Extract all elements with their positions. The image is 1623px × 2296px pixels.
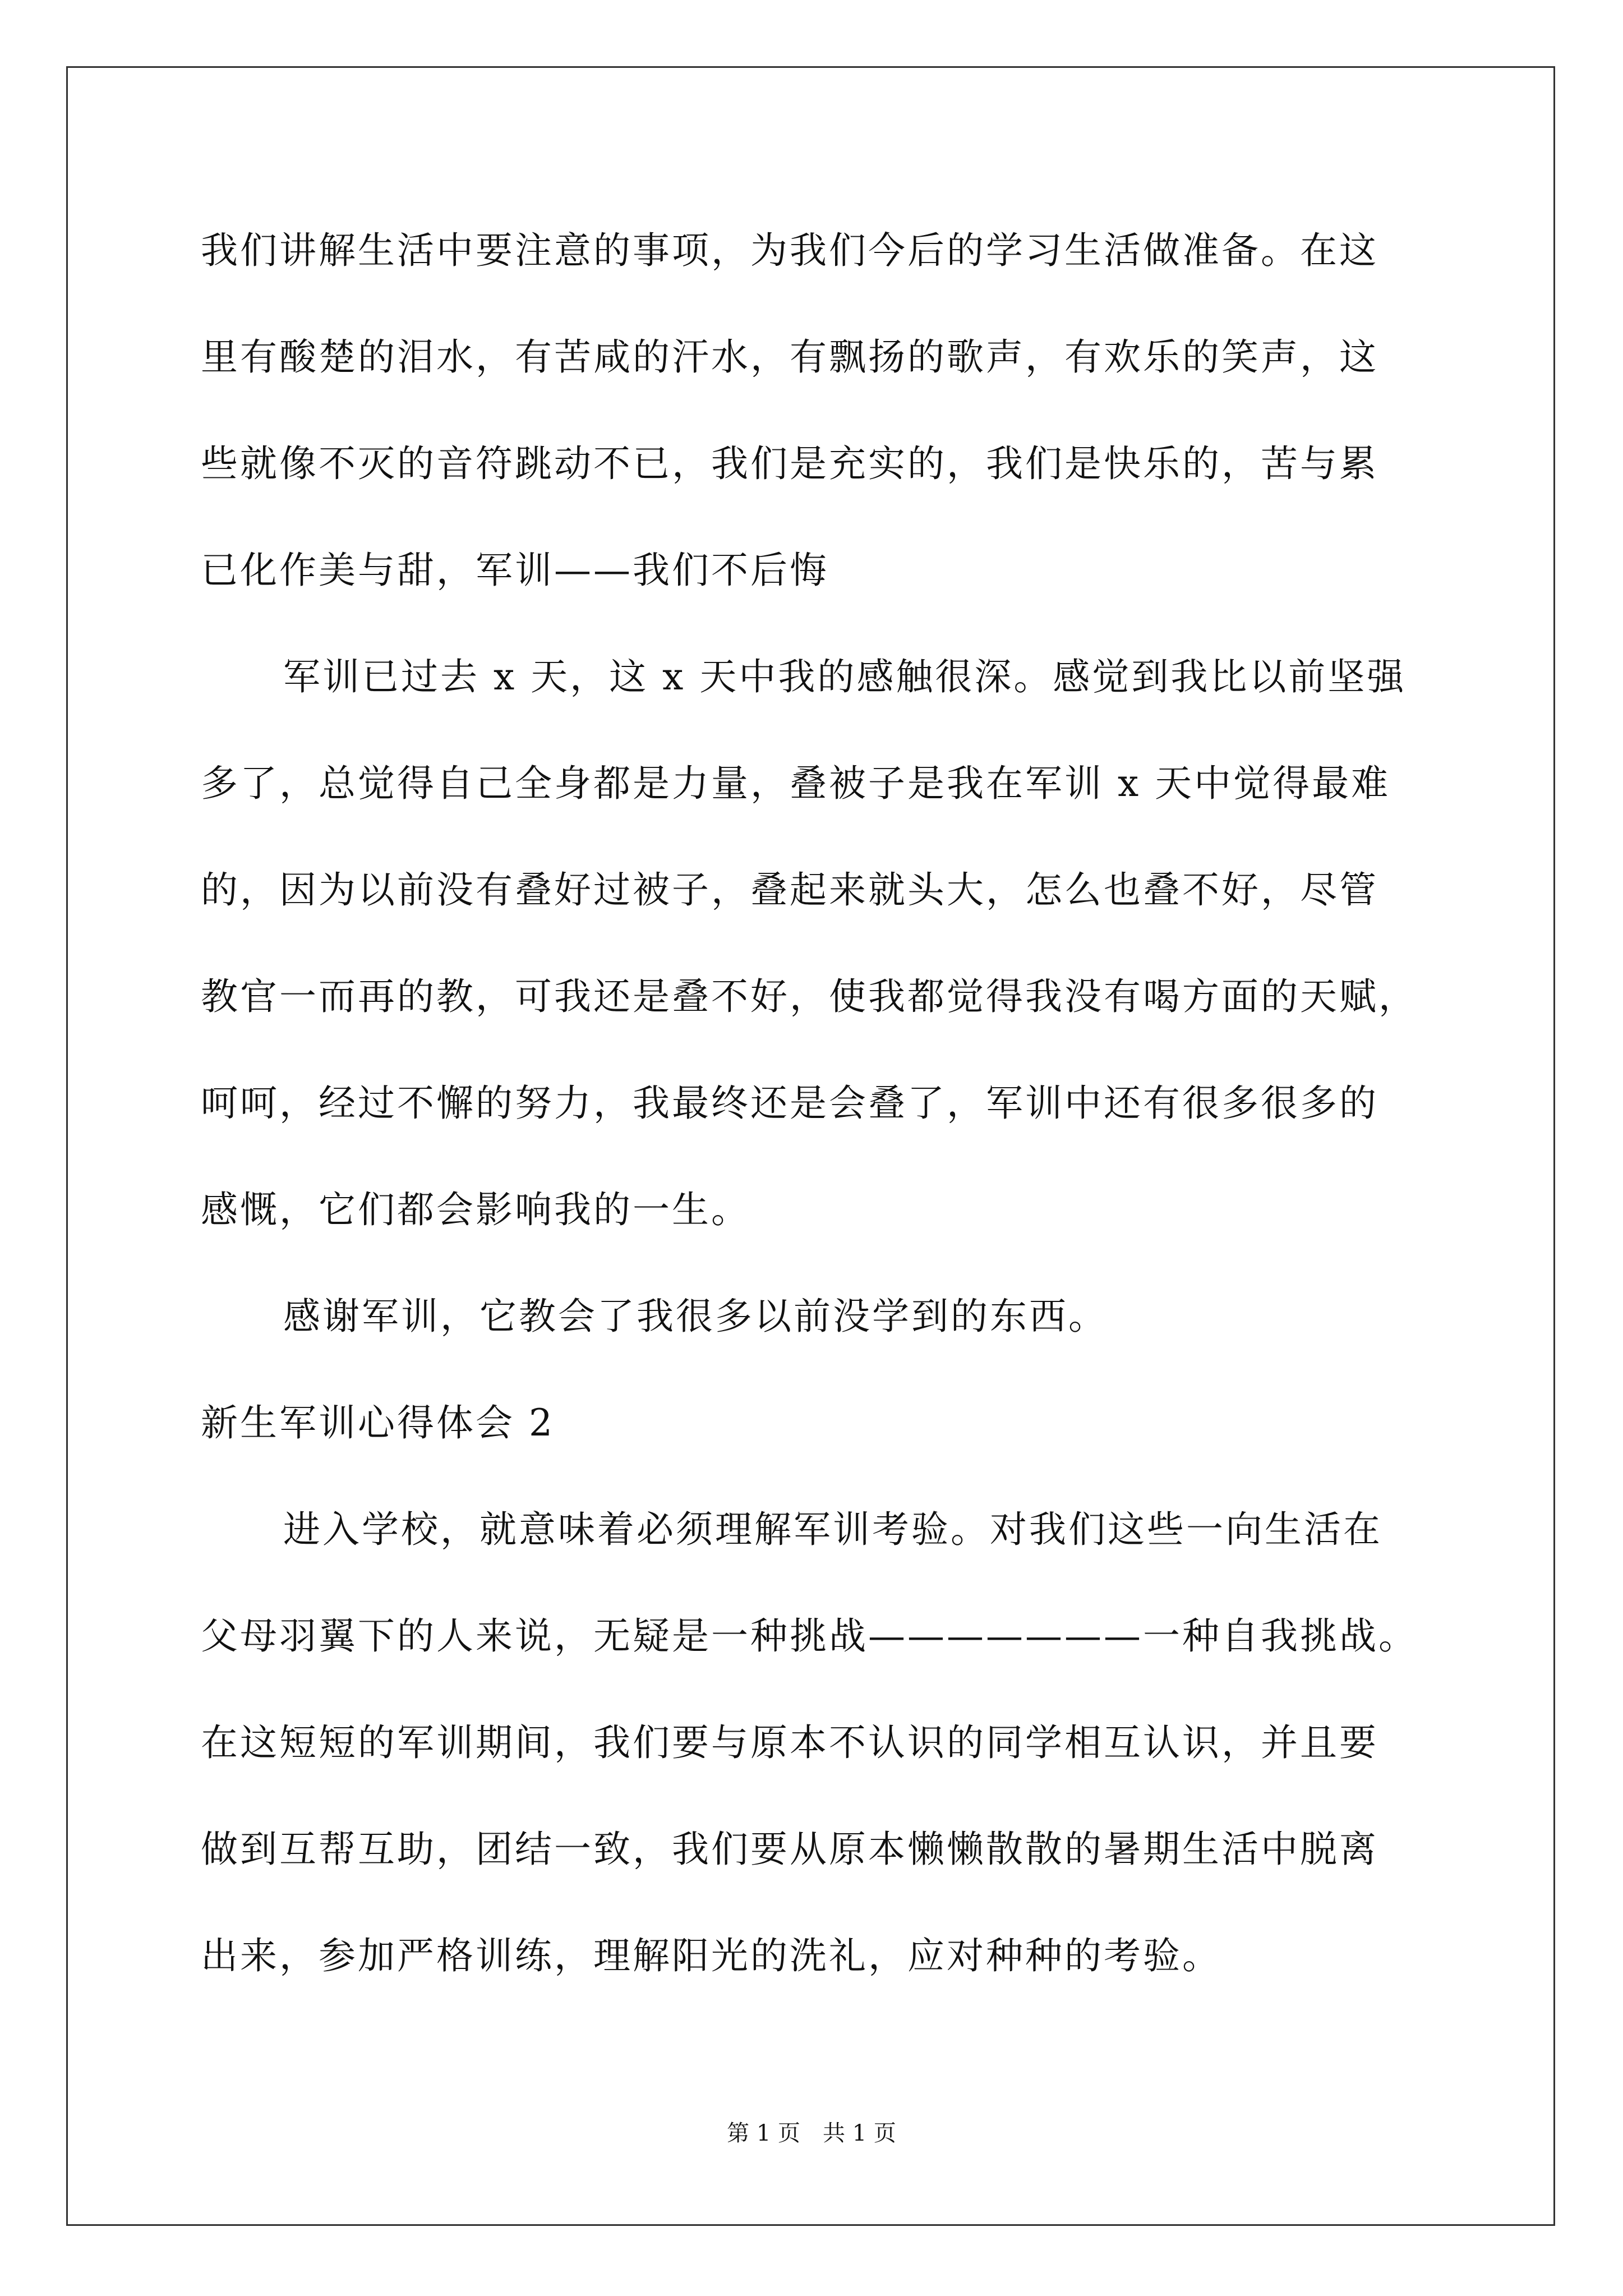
text-line-15: 在这短短的军训期间，我们要与原本不认识的同学相互认识，并且要 (201, 1721, 1378, 1764)
text-line-14: 父母羽翼下的人来说，无疑是一种挑战———————一种自我挑战。 (201, 1614, 1418, 1658)
text-line-16: 做到互帮互助，团结一致，我们要从原本懒懒散散的暑期生活中脱离 (201, 1828, 1378, 1871)
paragraph-start-line: 进入学校，就意味着必须理解军训考验。对我们这些一向生活在 (283, 1508, 1382, 1551)
text-line-6: 多了，总觉得自己全身都是力量，叠被子是我在军训 x 天中觉得最难 (201, 762, 1391, 805)
paragraph-start-line: 军训已过去 x 天，这 x 天中我的感触很深。感觉到我比以前坚强 (283, 655, 1407, 698)
text-line-2: 里有酸楚的泪水，有苦咸的汗水，有飘扬的歌声，有欢乐的笑声，这 (201, 335, 1378, 379)
text-line-10: 感慨，它们都会影响我的一生。 (201, 1188, 750, 1231)
text-line-8: 教官一而再的教，可我还是叠不好，使我都觉得我没有喝方面的天赋， (201, 975, 1418, 1018)
section-heading: 新生军训心得体会 2 (201, 1401, 555, 1444)
text-line-17: 出来，参加严格训练，理解阳光的洗礼，应对种种的考验。 (201, 1934, 1221, 1977)
text-line-1: 我们讲解生活中要注意的事项，为我们今后的学习生活做准备。在这 (201, 229, 1378, 272)
text-line-4: 已化作美与甜，军训——我们不后悔 (201, 549, 829, 592)
page-frame (66, 66, 1555, 2226)
text-line-9: 呵呵，经过不懈的努力，我最终还是会叠了，军训中还有很多很多的 (201, 1082, 1378, 1125)
text-line-7: 的，因为以前没有叠好过被子，叠起来就头大，怎么也叠不好，尽管 (201, 868, 1378, 912)
text-line-3: 些就像不灭的音符跳动不已，我们是充实的，我们是快乐的，苦与累 (201, 442, 1378, 485)
page-number-footer: 第 1 页 共 1 页 (727, 2120, 896, 2146)
paragraph-start-line: 感谢军训，它教会了我很多以前没学到的东西。 (283, 1295, 1108, 1338)
